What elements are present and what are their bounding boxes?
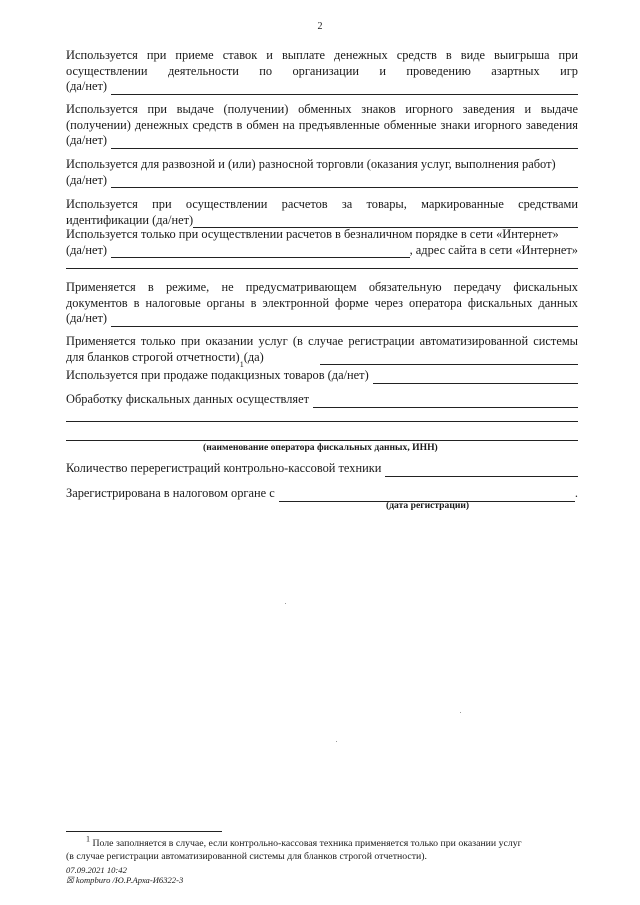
- scan-speck: [336, 741, 337, 742]
- field-label: Количество перерегистраций контрольно-кассовой техники: [66, 461, 382, 475]
- field-label: (да/нет): [66, 242, 108, 257]
- field-text-line: (получении) денежных средств в обмен на предъявленные обменные знаки игорного заведения: [66, 117, 578, 132]
- field-label: для бланков строгой отчетности): [66, 349, 240, 364]
- answer-line[interactable]: [111, 83, 578, 95]
- field-label-after: .: [574, 486, 578, 500]
- field-delivery-trade: [66, 157, 578, 188]
- field-text-line: Используется для развозной и (или) разносной торговли (оказания услуг, выполнения работ): [66, 157, 556, 171]
- answer-line[interactable]: [111, 315, 578, 327]
- operator-line-3[interactable]: [66, 440, 578, 441]
- field-label: Используется при продаже подакцизных товаров (да/нет): [66, 368, 369, 382]
- operator-caption: (наименование оператора фискальных данных, ИНН): [203, 442, 438, 453]
- answer-line[interactable]: [385, 465, 578, 477]
- footnote-line: Поле заполняется в случае, если контрольно-кассовая техника применяется только при оказании услуг: [92, 838, 522, 849]
- answer-line[interactable]: [313, 396, 578, 408]
- field-text-line: Применяется только при оказании услуг (в случае регистрации автоматизированной системы: [66, 334, 578, 348]
- field-reregistrations: [66, 461, 578, 477]
- answer-line[interactable]: [320, 353, 578, 365]
- field-label-after: (да): [243, 349, 264, 364]
- operator-line-2[interactable]: [66, 421, 578, 422]
- footnote-text-2: (в случае регистрации автоматизированной системы для бланков строгой отчетности).: [66, 851, 427, 862]
- scan-speck: [460, 712, 461, 713]
- field-label-after: , адрес сайта в сети «Интернет»: [409, 242, 578, 257]
- field-text-line: Используется при осуществлении расчетов за товары, маркированные средствами: [66, 197, 578, 211]
- reg-date-caption: (дата регистрации): [386, 500, 470, 511]
- field-label: Зарегистрирована в налоговом органе с: [66, 486, 275, 500]
- answer-line[interactable]: [373, 372, 578, 384]
- field-offline-mode: [66, 280, 578, 327]
- answer-line[interactable]: [111, 246, 410, 258]
- answer-line[interactable]: [111, 137, 578, 149]
- field-label: идентификации (да/нет): [66, 212, 194, 227]
- field-gambling-tokens: [66, 102, 578, 149]
- field-text-line: Используется только при осуществлении расчетов в безналичном порядке в сети «Интернет»: [66, 227, 559, 241]
- page-number: 2: [317, 21, 323, 32]
- scan-speck: [285, 603, 286, 604]
- website-address-line[interactable]: [66, 268, 578, 269]
- field-text-line: документов в налоговые органы в электронной форме через оператора фискальных данных: [66, 295, 578, 310]
- field-text-line: Используется при выдаче (получении) обменных знаков игорного заведения и выдаче: [66, 102, 578, 116]
- field-label: (да/нет): [66, 79, 108, 93]
- answer-line[interactable]: [111, 176, 578, 188]
- field-gambling-bets: [66, 48, 578, 95]
- field-marked-goods: [66, 197, 578, 228]
- footnote-separator: [66, 831, 222, 832]
- field-internet-payments: [66, 227, 578, 258]
- field-label: (да/нет): [66, 133, 108, 147]
- field-excise-goods: [66, 368, 578, 384]
- stamp-date: 07.09.2021 10:42: [66, 865, 127, 875]
- field-label: (да/нет): [66, 311, 108, 325]
- field-label: (да/нет): [66, 172, 108, 187]
- field-registered-since: [66, 486, 578, 502]
- field-label: Обработку фискальных данных осуществляет: [66, 392, 309, 406]
- field-services-only: Применяется только при оказании услуг (в случае регистрации автоматизированной системы для бланков строгой отчетности) 1 (да): [66, 334, 578, 369]
- field-text-line: Используется при приеме ставок и выплате денежных средств в виде выигрыша при: [66, 48, 578, 62]
- footnote-text-1: [66, 834, 586, 850]
- field-fiscal-operator: [66, 392, 578, 408]
- stamp-doc: ☒ kompburo /Ю.Р.Арха-И6322-3: [66, 875, 184, 885]
- field-text-line: осуществлении деятельности по организации и проведению азартных игр: [66, 63, 578, 78]
- field-text-line: Применяется в режиме, не предусматривающем обязательную передачу фискальных: [66, 280, 578, 294]
- footnote-mark: 1: [86, 834, 90, 844]
